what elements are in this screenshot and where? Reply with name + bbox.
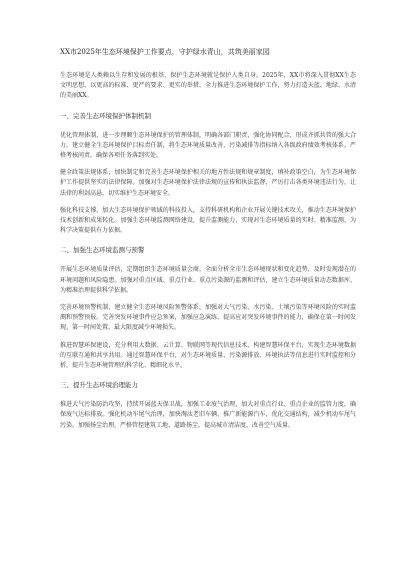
- paragraph: 完善环境预警机制，建立健全生态环境风险预警体系，加强对大气污染、水污染、土壤污染等环境风险的实时监测和预警预报。完善突发环境事件应急预案，加强应急演练，提高应对突发环境事件的能力，确保在第一时间发现、第一时间处置，最大限度减少环境损失。: [60, 304, 356, 332]
- section-heading: 二、加强生态环境监测与预警: [60, 246, 145, 255]
- paragraph: 健全政策法规体系，加快制定和完善生态环境保护相关的地方性法规和规章制度，填补政策空白，为生态环境保护工作提供坚实的法律保障。加强对生态环境保护法律法规的宣传和执法监督，严厉打击各类环境违法行为，让法律的利剑高悬，切实维护生态环境安全。: [60, 169, 356, 197]
- paragraph: 推进大气污染防治攻坚，持续开展蓝天保卫战，加强工业废气治理，加大对重点行业、重点企业的监管力度，确保废气达标排放。强化机动车尾气治理，加快淘汰老旧车辆，推广新能源汽车，优化交通结构，减少机动车尾气污染。加强扬尘治理，严格管控建筑工地、道路扬尘，提高城市清洁度，改善空气质量。: [60, 401, 356, 429]
- section-mechanism: [60, 111, 356, 237]
- section-heading: 一、完善生态环境保护体制机制: [60, 111, 151, 120]
- paragraph: 优化管理体制，进一步理顺生态环境保护的管理体制，明确各部门职责，强化协同配合，形成齐抓共管的强大合力。建立健全生态环境保护目标责任制，将生态环境质量改善、污染减排等指标纳入各级政府绩效考核体系，严格考核问责，确保各项任务落到实处。: [60, 131, 356, 160]
- section-heading: 三、提升生态环境治理能力: [60, 381, 138, 390]
- intro-paragraph: 生态环境是人类赖以生存和发展的根基，保护生态环境就是保护人类自身。2025年，XX市将深入贯彻XX生态文明思想，以更高的标准、更严的要求、更实的举措，全力推进生态环境保护工作，努力打造天蓝、地绿、水清的美丽XX。: [60, 72, 356, 100]
- document-title: XX市2025年生态环境保护工作要点，守护绿水青山，共筑美丽家园: [60, 48, 270, 56]
- paragraph: 推进智慧环保建设，充分利用大数据、云计算、物联网等现代信息技术，构建智慧环保平台，实现生态环境数据的互联互通和共享共用。通过智慧环保平台，对生态环境质量、污染源排放、环境执法等信息进行实时监控和分析，提升生态环境管理的科学化、精细化水平。: [60, 341, 356, 370]
- section-governance: [60, 380, 356, 431]
- paragraph: 开展生态环境质量评估，定期组织生态环境质量会商，全面分析全市生态环境现状和变化趋势，及时发现潜在的环境问题和风险隐患。加强对重点区域、重点行业、重点污染源的监测和评估，建立生态环境质量动态数据库，为精准治理提供科学依据。: [60, 266, 356, 294]
- section-monitoring: [60, 245, 356, 371]
- paragraph: 强化科技支撑，加大生态环境保护领域的科技投入，支持科研机构和企业开展关键技术攻关，推动生态环境保护技术创新和成果转化。加强生态环境监测网络建设，提升监测能力，实现对生态环境质量的实时、精准监测，为科学决策提供有力依据。: [60, 206, 356, 235]
